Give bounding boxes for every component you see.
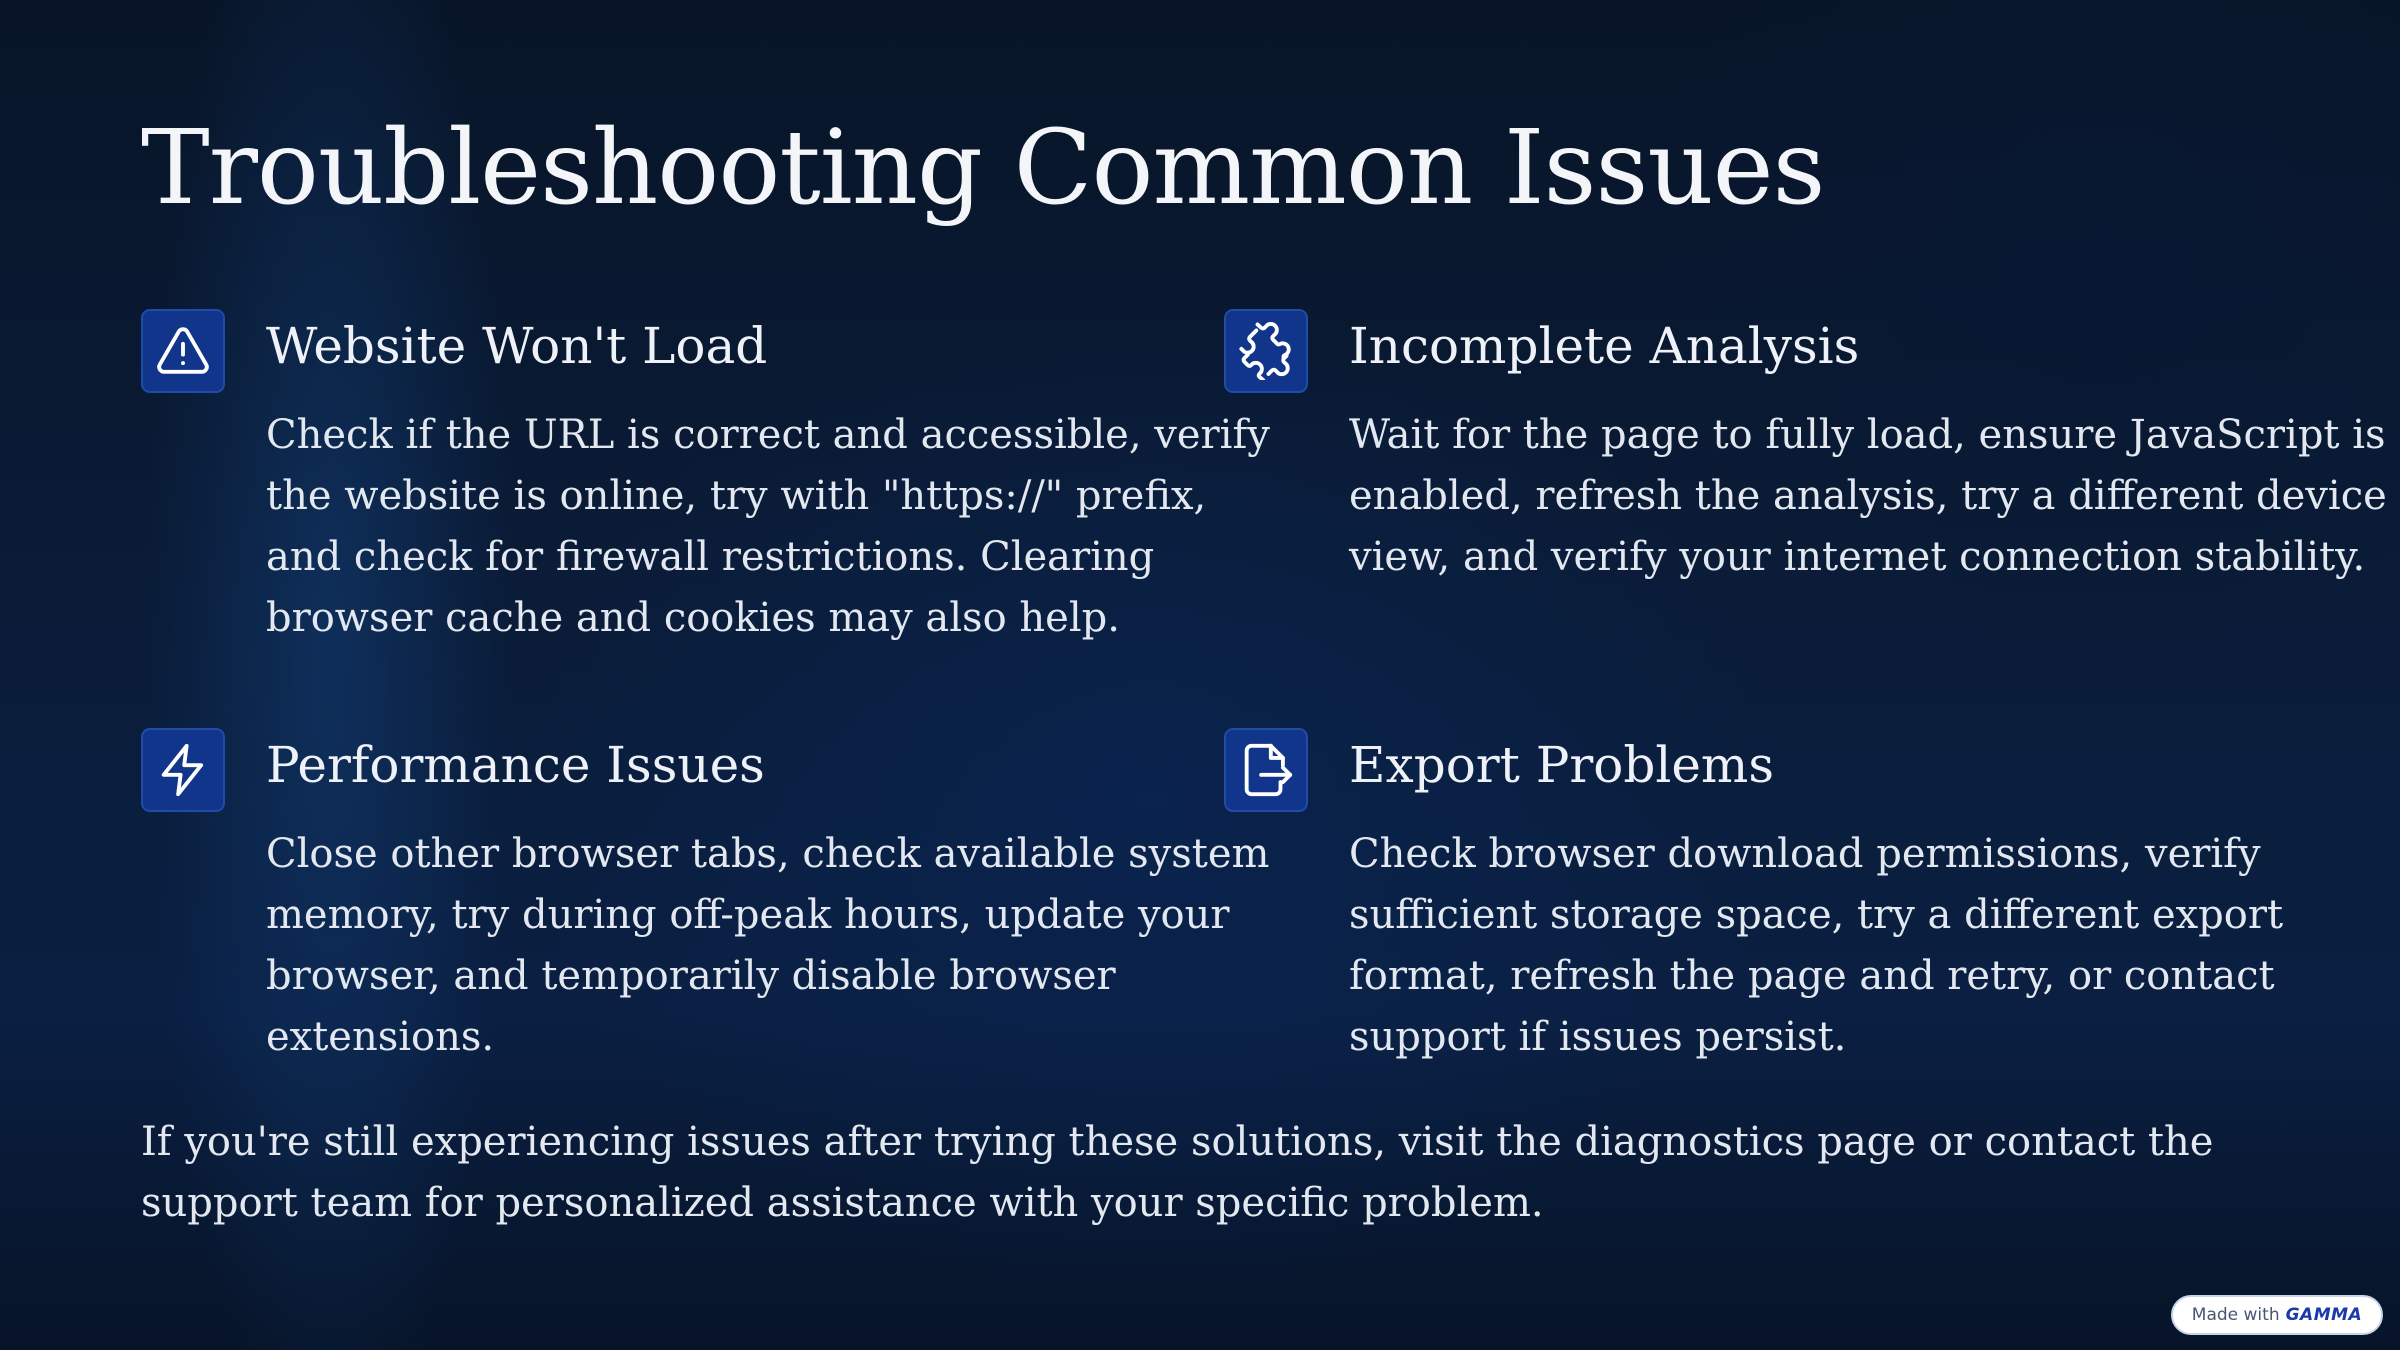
card-title: Incomplete Analysis [1349, 317, 1860, 375]
card-title: Website Won't Load [266, 317, 768, 375]
badge-prefix: Made with [2191, 1305, 2280, 1325]
warning-triangle-icon [141, 309, 225, 393]
made-with-gamma-badge[interactable] [2171, 1295, 2383, 1335]
card-body: Close other browser tabs, check available system memory, try during off-peak hours, update your browser, and temporarily disable browser extensions. [266, 831, 1270, 1060]
card-title: Export Problems [1349, 736, 1774, 794]
puzzle-piece-icon [1224, 309, 1308, 393]
card-body: Check browser download permissions, verify sufficient storage space, try a different export format, refresh the page and retry, or contact support if issues persist. [1349, 831, 2284, 1060]
card-body: Wait for the page to fully load, ensure JavaScript is enabled, refresh the analysis, try a different device view, and verify your internet connection stability. [1349, 412, 2387, 580]
page-title: Troubleshooting Common Issues [141, 108, 1825, 228]
card-body: Check if the URL is correct and accessible, verify the website is online, try with "https://" prefix, and check for firewall restrictions. Clearing browser cache and cookies may also help. [266, 412, 1270, 641]
footer-note: If you're still experiencing issues after trying these solutions, visit the diagnostics page or contact the support team for personalized assistance with your specific problem. [141, 1119, 2214, 1226]
gamma-logo: GAMMA [2285, 1305, 2363, 1325]
lightning-bolt-icon [141, 728, 225, 812]
file-export-icon [1224, 728, 1308, 812]
card-title: Performance Issues [266, 736, 765, 794]
